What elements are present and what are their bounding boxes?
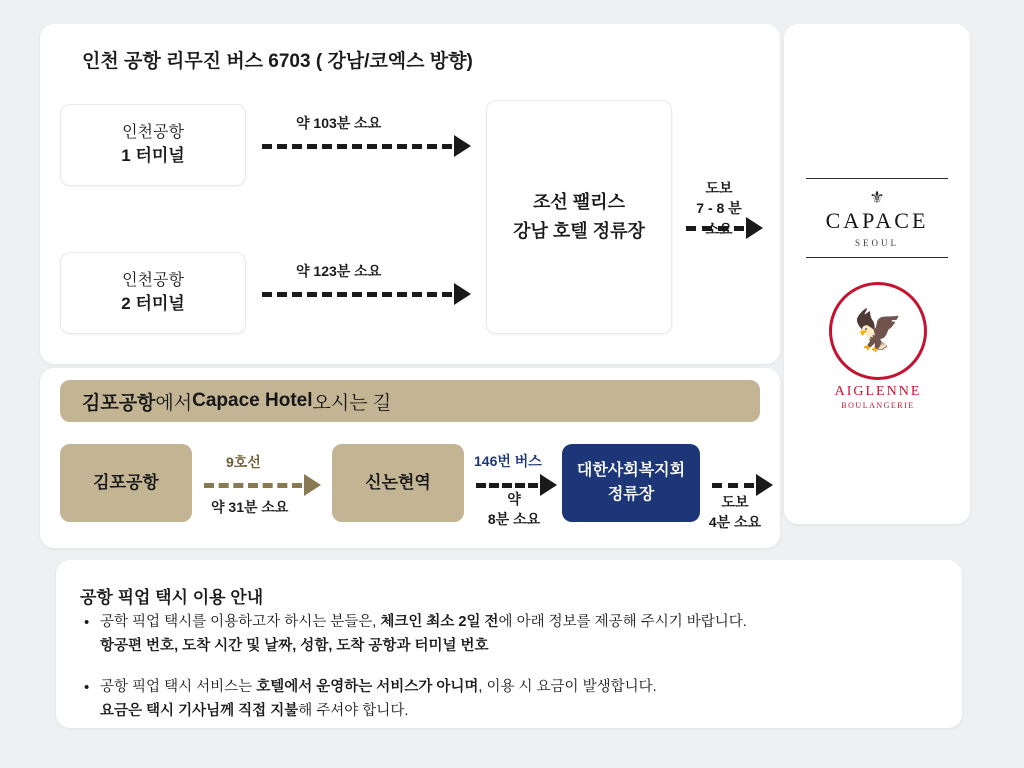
notice-1-line2: 항공편 번호, 도착 시간 및 날짜, 성함, 도착 공항과 터미널 번호 (100, 637, 489, 654)
node-welfare-line2: 정류장 (607, 486, 655, 503)
notice-1-line1 (100, 611, 934, 635)
arrow-head (454, 135, 471, 157)
capace-logo (806, 178, 948, 258)
node-gimpo-label: 김포공항 (93, 472, 159, 492)
aiglenne-logo (822, 282, 934, 414)
gimpo-title-part1: 김포공항 (82, 392, 156, 414)
label-walk-line3: 소요 (705, 220, 733, 237)
arrow-line (262, 144, 452, 149)
notice-1-line1-b: 체크인 최소 2일 전 (380, 614, 499, 630)
node-t1-line2: 1 터미널 (121, 146, 185, 166)
arrow-head (304, 474, 321, 496)
eagle-icon: 🦅 (853, 309, 903, 353)
node-t1-line1: 인천공항 (122, 124, 184, 142)
label-terminal1-duration: 약 103분 소요 (296, 115, 382, 131)
label-bus146-duration (481, 489, 547, 530)
arrow-line (712, 483, 754, 488)
arrow-head (454, 283, 471, 305)
brand-logo-panel (784, 24, 970, 524)
capace-logo-name: CAPACE (825, 207, 929, 233)
notice-title: 공항 픽업 택시 이용 안내 (80, 588, 264, 607)
arrow-gimpo-to-sinnonhyeon (204, 474, 321, 496)
arrow-terminal2-to-josun (262, 283, 471, 305)
label-walk-josun-to-hotel (689, 178, 749, 239)
label-line9-duration: 약 31분 소요 (211, 499, 289, 515)
notice-2-line1 (100, 676, 934, 700)
arrow-terminal1-to-josun (262, 135, 471, 157)
arrow-line (204, 483, 302, 488)
notice-1-line1-a: 공학 픽업 택시를 이용하고자 하시는 분들은, (100, 614, 381, 630)
notice-2-line2-a: 요금은 택시 기사님께 직접 지불 (100, 702, 299, 719)
notice-2-line1-c: , 이용 시 요금이 발생합니다. (478, 679, 657, 695)
aiglenne-emblem (829, 282, 927, 380)
node-josun-line1: 조선 팰리스 (533, 192, 625, 213)
arrow-line (476, 483, 538, 488)
capace-logo-sub: SEOUL (855, 237, 899, 248)
node-t2-line1: 인천공항 (122, 272, 184, 290)
label-bus146-duration-line2: 8분 소요 (487, 511, 541, 528)
arrow-line (262, 292, 452, 297)
label-walk-final-line2: 4분 소요 (708, 514, 762, 531)
node-welfare-bus-stop (562, 444, 700, 522)
label-walk-final-line1: 도보 (721, 494, 749, 510)
notice-item-1 (84, 611, 934, 659)
notice-2-line1-b: 호텔에서 운영하는 서비스가 아니며 (256, 679, 479, 695)
notice-2-line1-a: 공항 픽업 택시 서비스는 (100, 679, 257, 695)
notice-1-line1-c: 에 아래 정보를 제공해 주시기 바랍니다. (498, 614, 747, 630)
crown-icon: ⚜ (869, 187, 885, 207)
label-walk-line2: 7 - 8 분 (696, 200, 742, 217)
aiglenne-logo-sub: BOULANGERIE (841, 401, 915, 410)
notice-2-line2 (100, 700, 934, 724)
aiglenne-logo-name: AIGLENNE (834, 384, 922, 399)
label-bus146-duration-line1: 약 (507, 491, 521, 507)
bus-route-title: 인천 공항 리무진 버스 6703 ( 강남/코엑스 방향) (60, 38, 760, 80)
gimpo-title-part2: 에서 (155, 392, 193, 414)
label-terminal2-duration: 약 123분 소요 (296, 263, 382, 279)
node-incheon-terminal-1 (60, 104, 246, 186)
label-walk-welfare-to-hotel (700, 492, 770, 533)
label-bus-146: 146번 버스 (474, 453, 542, 469)
node-incheon-terminal-2 (60, 252, 246, 334)
node-josun-line2: 강남 호텔 정류장 (513, 221, 645, 241)
bullet-icon: • (84, 679, 90, 696)
gimpo-title-part4: 오시는 길 (312, 392, 392, 414)
notice-item-2 (84, 676, 934, 724)
notice-2-line2-b: 해 주셔야 합니다. (298, 702, 409, 719)
node-gimpo-airport (60, 444, 192, 522)
gimpo-route-title (60, 380, 760, 422)
node-josun-palace-stop (486, 100, 672, 334)
node-sinnonhyeon-station (332, 444, 464, 522)
node-sinnonhyeon-label: 신논현역 (365, 472, 431, 492)
bullet-icon: • (84, 614, 90, 631)
node-t2-line2: 2 터미널 (121, 294, 185, 314)
node-welfare-line1: 대한사회복지회 (576, 462, 686, 479)
gimpo-title-part3: Capace Hotel (192, 390, 313, 411)
label-walk-line1: 도보 (705, 180, 733, 196)
label-subway-line-9: 9호선 (226, 454, 261, 470)
